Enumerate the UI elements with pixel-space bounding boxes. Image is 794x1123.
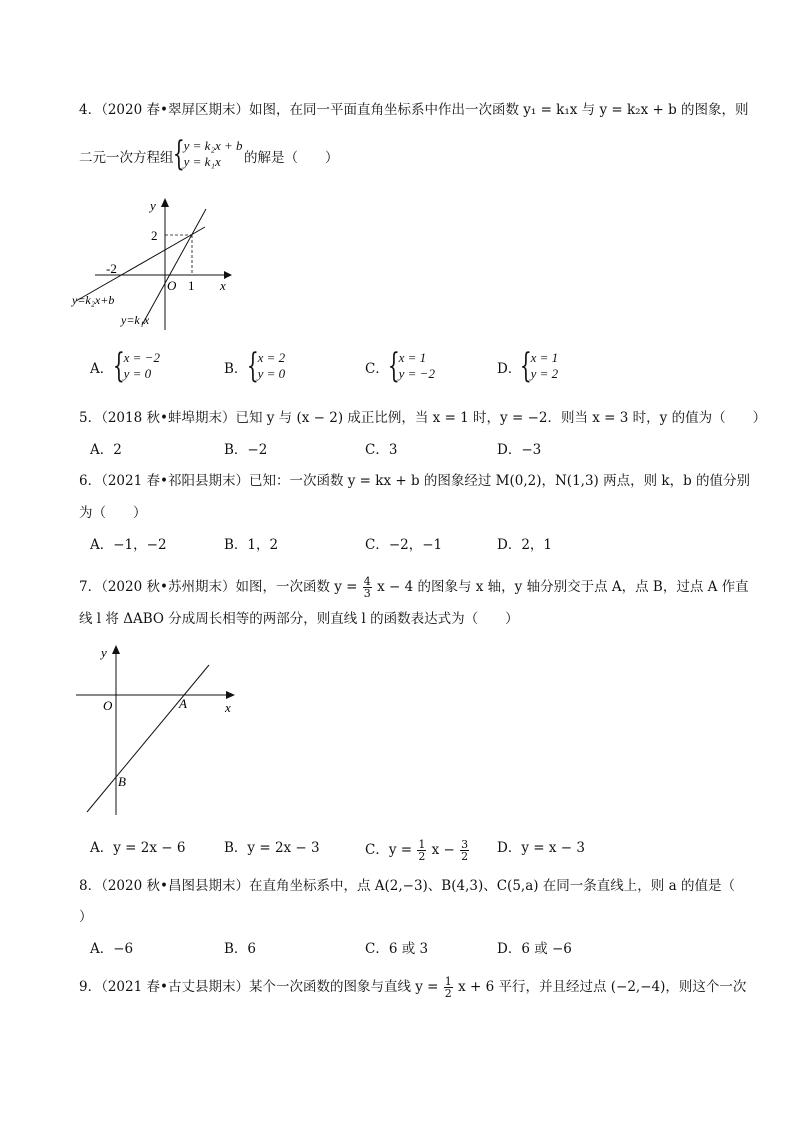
q9-frac-den: 2: [444, 987, 452, 1000]
q4-line-k2x-b: [76, 227, 205, 301]
q9-line1-post: x + 6 平行，并且经过点 (−2,−4)，则这个一次: [458, 979, 747, 995]
q7-y-label: y: [101, 645, 107, 660]
q4-option-a-eq1: x = −2: [123, 350, 160, 365]
q4-graph: [70, 193, 240, 338]
q5-option-b[interactable]: B．−2: [224, 442, 268, 458]
q7-c-f2-den: 2: [461, 850, 469, 863]
q4-system-eq2: y = k₁x: [183, 154, 221, 169]
q4-option-d[interactable]: [515, 346, 559, 386]
q4-equation-system: [168, 134, 243, 174]
q7-line1-pre: 7．（2020 秋•苏州期末）如图，一次函数 y =: [79, 579, 358, 595]
q6-option-d[interactable]: D．2，1: [497, 537, 553, 553]
q6-option-a[interactable]: A．−1，−2: [90, 537, 167, 553]
brace-icon: {: [387, 346, 400, 386]
q7-point-a-label: A: [179, 696, 187, 711]
q4-x-label: x: [220, 278, 226, 293]
q7-line1-post: x − 4 的图象与 x 轴，y 轴分别交于点 A，点 B，过点 A 作直: [377, 579, 749, 595]
q8-option-c[interactable]: C．6 或 3: [365, 941, 429, 957]
q4-tick-2: 2: [151, 228, 158, 243]
q4-y-arrow-icon: [161, 198, 169, 207]
q4-option-d-eq1: x = 1: [530, 350, 559, 365]
q5-line1: 5．（2018 秋•蚌埠期末）已知 y 与 (x − 2) 成正比例，当 x = 1 时，y = −2．则当 x = 3 时，y 的值为（ ）: [79, 410, 767, 426]
q4-option-b[interactable]: [242, 346, 286, 386]
q6-option-c[interactable]: C．−2，−1: [365, 537, 443, 553]
q4-line1: 4．（2020 春•翠屏区期末）如图，在同一平面直角坐标系中作出一次函数 y₁ = k₁x 与 y = k₂x + b 的图象，则: [79, 102, 749, 118]
q7-line1: [79, 576, 749, 599]
q7-fraction: [363, 576, 372, 599]
q4-tick-neg2: -2: [106, 261, 117, 276]
q7-option-c-mid: x −: [431, 842, 455, 858]
q9-fraction: [444, 976, 453, 999]
q4-option-d-eq2: y = 2: [530, 366, 559, 381]
q4-origin-label: O: [167, 278, 177, 293]
brace-icon: {: [519, 346, 532, 386]
q7-option-d[interactable]: D．y = x − 3: [497, 840, 585, 856]
q4-option-c[interactable]: [383, 346, 435, 386]
q7-c-f2-num: 3: [461, 838, 469, 851]
q4-line-label-k1: y=k₁x: [121, 313, 150, 327]
q7-option-c-pre: C．y =: [365, 842, 413, 858]
q4-option-b-eq1: x = 2: [257, 350, 286, 365]
q8-option-d[interactable]: D．6 或 −6: [497, 941, 572, 957]
q7-frac-num: 4: [363, 575, 371, 588]
q7-origin-label: O: [103, 698, 113, 713]
q7-line: [87, 665, 209, 812]
q7-option-c[interactable]: [365, 839, 470, 862]
q7-c-f1-den: 2: [418, 850, 426, 863]
q5-option-a[interactable]: A．2: [90, 442, 122, 458]
q4-line-label-k2: y=k₂x+b: [72, 293, 115, 307]
q8-option-b[interactable]: B．6: [224, 941, 257, 957]
q7-option-a[interactable]: A．y = 2x − 6: [90, 840, 186, 856]
q8-option-a[interactable]: A．−6: [90, 941, 134, 957]
q7-y-arrow-icon: [112, 645, 120, 654]
q4-line-k1x: [142, 209, 206, 325]
brace-icon: {: [172, 134, 185, 174]
q9-line1: [79, 976, 746, 999]
q4-option-a-eq2: y = 0: [123, 366, 152, 381]
q5-option-d[interactable]: D．−3: [497, 442, 542, 458]
q7-option-b[interactable]: B．y = 2x − 3: [224, 840, 320, 856]
q4-option-a[interactable]: [108, 346, 160, 386]
q4-option-a-letter[interactable]: A．: [90, 361, 114, 377]
q4-system-eq1: y = k₂x + b: [183, 138, 243, 153]
q9-frac-num: 1: [444, 975, 452, 988]
brace-icon: {: [112, 346, 125, 386]
q4-option-c-letter[interactable]: C．: [365, 361, 389, 377]
q4-tick-1: 1: [188, 278, 195, 293]
q7-x-arrow-icon: [226, 691, 235, 699]
q4-option-c-eq1: x = 1: [398, 350, 427, 365]
q6-line2: 为（ ）: [79, 505, 147, 521]
q7-c-f1-num: 1: [418, 838, 426, 851]
q7-option-c-frac1: [417, 839, 426, 862]
q7-x-label: x: [225, 700, 231, 715]
q6-option-b[interactable]: B．1，2: [224, 537, 279, 553]
q4-option-d-letter[interactable]: D．: [497, 361, 522, 377]
q4-option-c-eq2: y = −2: [398, 366, 435, 381]
q7-point-b-label: B: [118, 774, 126, 789]
q5-option-c[interactable]: C．3: [365, 442, 398, 458]
q7-graph: [70, 640, 245, 820]
q8-line1: 8．（2020 秋•昌图县期末）在直角坐标系中，点 A(2,−3)、B(4,3)、C(5,a) 在同一条直线上，则 a 的值是（: [79, 878, 735, 894]
q8-line2: ）: [79, 909, 93, 925]
q7-option-c-frac2: [460, 839, 469, 862]
q7-frac-den: 3: [363, 587, 371, 600]
q4-option-b-letter[interactable]: B．: [224, 361, 248, 377]
q4-line2-pre: 二元一次方程组: [79, 150, 174, 166]
q4-option-b-eq2: y = 0: [257, 366, 286, 381]
q4-y-label: y: [150, 198, 156, 213]
q9-line1-pre: 9．（2021 春•古丈县期末）某个一次函数的图象与直线 y =: [79, 979, 439, 995]
q4-line2-post: 的解是（ ）: [244, 150, 339, 166]
q6-line1: 6．（2021 春•祁阳县期末）已知：一次函数 y = kx + b 的图象经过 M(0,2)，N(1,3) 两点，则 k，b 的值分别: [79, 473, 751, 489]
q7-line2: 线 l 将 ΔABO 分成周长相等的两部分，则直线 l 的函数表达式为（ ）: [79, 611, 519, 627]
brace-icon: {: [246, 346, 259, 386]
